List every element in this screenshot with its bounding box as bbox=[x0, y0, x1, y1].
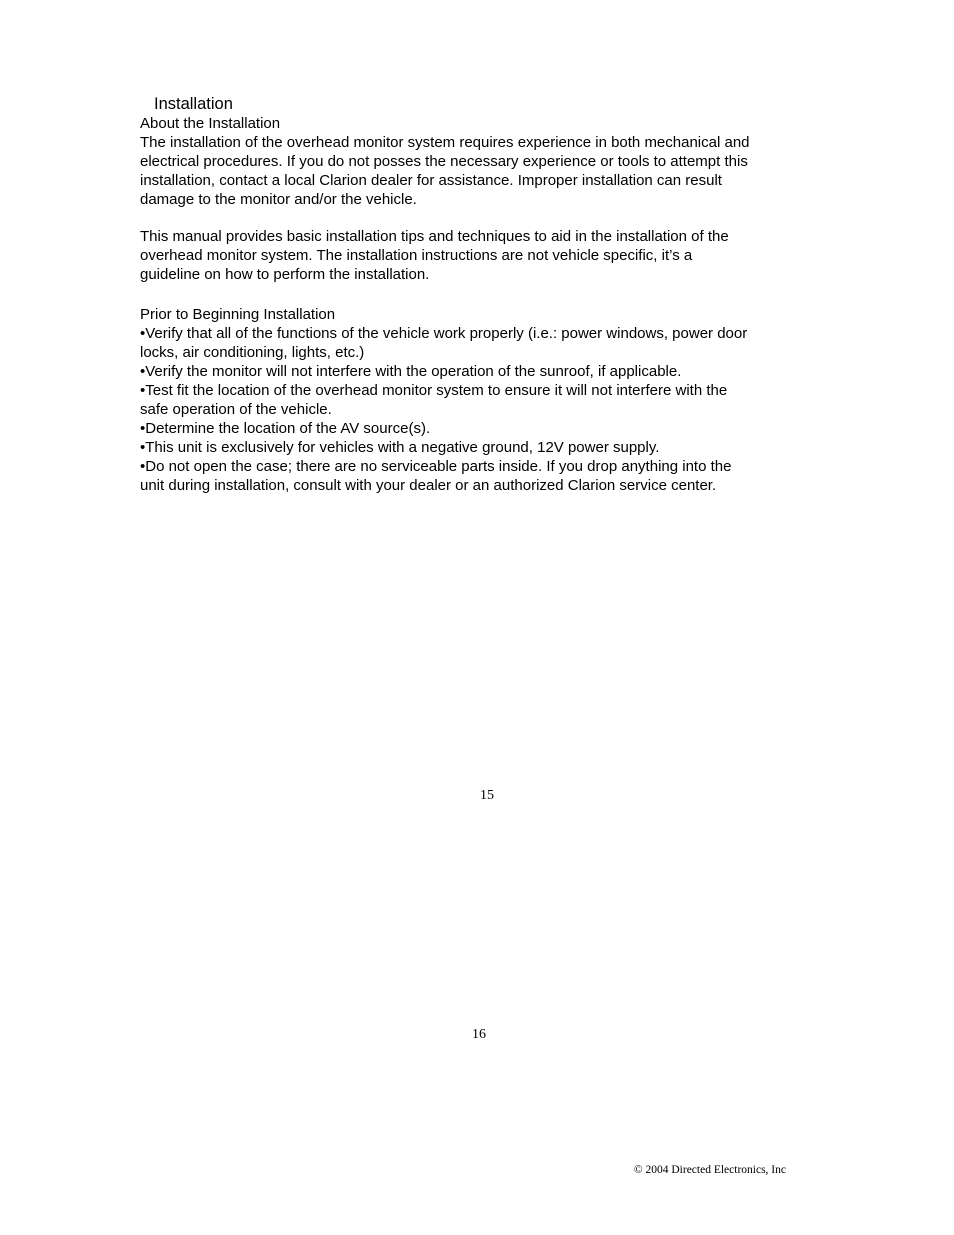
manual-paragraph bbox=[140, 227, 820, 284]
prior-section bbox=[140, 305, 820, 495]
paragraph-line: overhead monitor system. The installation instructions are not vehicle specific, it’s a bbox=[140, 247, 693, 264]
page-number-16: 16 bbox=[472, 1027, 486, 1042]
paragraph-line: damage to the monitor and/or the vehicle. bbox=[140, 191, 417, 208]
prior-subheading: Prior to Beginning Installation bbox=[140, 306, 336, 323]
bullet-line: •Verify the monitor will not interfere with the operation of the sunroof, if applicable. bbox=[140, 363, 682, 380]
bullet-line: unit during installation, consult with your dealer or an authorized Clarion service center. bbox=[140, 477, 717, 494]
page-number-15: 15 bbox=[480, 788, 494, 803]
paragraph-line: This manual provides basic installation tips and techniques to aid in the installation of the bbox=[140, 228, 729, 245]
bullet-line: •Verify that all of the functions of the vehicle work properly (i.e.: power windows, power door bbox=[140, 325, 748, 342]
copyright-footer: © 2004 Directed Electronics, Inc bbox=[633, 1164, 786, 1176]
bullet-line: •Determine the location of the AV source(s). bbox=[140, 420, 431, 437]
paragraph-line: installation, contact a local Clarion dealer for assistance. Improper installation can result bbox=[140, 172, 722, 189]
about-section bbox=[140, 114, 820, 209]
about-subheading: About the Installation bbox=[140, 115, 281, 132]
paragraph-line: electrical procedures. If you do not posses the necessary experience or tools to attempt this bbox=[140, 153, 748, 170]
bullet-line: •This unit is exclusively for vehicles with a negative ground, 12V power supply. bbox=[140, 439, 660, 456]
section-heading: Installation bbox=[154, 95, 233, 113]
bullet-line: •Test fit the location of the overhead monitor system to ensure it will not interfere with the bbox=[140, 382, 728, 399]
bullet-line: •Do not open the case; there are no serviceable parts inside. If you drop anything into the bbox=[140, 458, 732, 475]
bullet-line: safe operation of the vehicle. bbox=[140, 401, 332, 418]
paragraph-line: guideline on how to perform the installation. bbox=[140, 266, 430, 283]
paragraph-line: The installation of the overhead monitor system requires experience in both mechanical and bbox=[140, 134, 750, 151]
bullet-line: locks, air conditioning, lights, etc.) bbox=[140, 344, 365, 361]
